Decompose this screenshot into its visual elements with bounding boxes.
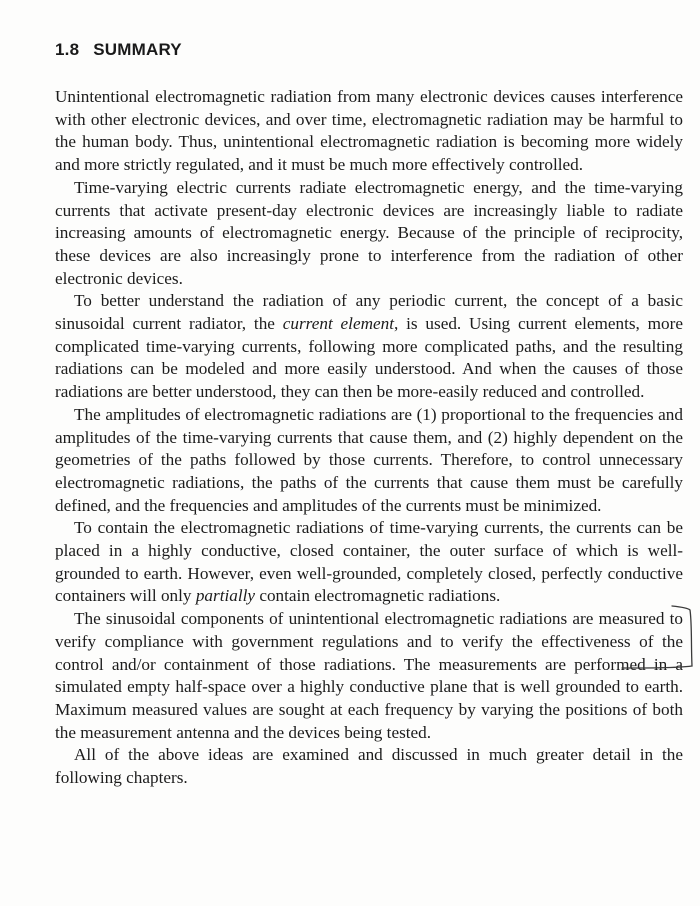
section-title: SUMMARY — [93, 40, 182, 59]
summary-body — [55, 86, 683, 790]
section-heading — [55, 40, 182, 60]
text-run: All of the above ideas are examined and discussed in much greater detail in the following chapters. — [55, 745, 683, 788]
section-number: 1.8 — [55, 40, 80, 59]
handwritten-bracket-mark — [620, 604, 696, 672]
italic-term: current element — [282, 314, 394, 334]
paragraph — [55, 744, 683, 789]
paragraph — [55, 177, 683, 291]
text-run: The sinusoidal components of unintentional electromagnetic radiations are measured to verify compliance with government regulations and to verify the effectiveness of the control and/or containment of those radiations. The measurements are performed in a simulated empty half-space over a highly conductive plane that is well grounded to earth. Maximum measured values are sought at each frequency by varying the positions of both the measurement antenna and the devices being tested. — [55, 609, 683, 742]
paragraph — [55, 608, 683, 744]
text-run: contain electromagnetic radiations. — [255, 586, 501, 606]
text-run: The amplitudes of electromagnetic radiations are (1) proportional to the frequencies and amplitudes of the time-varying currents that cause them, and (2) highly dependent on the geometries of the paths followed by those currents. Therefore, to control unnecessary electromagnetic radiations, the paths of the currents that cause them must be carefully defined, and the frequencies and amplitudes of the currents must be minimized. — [55, 404, 683, 515]
text-run: To contain the electromagnetic radiations of time-varying currents, the currents can be placed in a highly conductive, closed container, the outer surface of which is well-grounded to earth. However, even well-grounded, completely closed, perfectly conductive containers will only — [55, 518, 683, 606]
paragraph — [55, 86, 683, 177]
text-run: To better understand the radiation of any periodic current, the concept of a basic sinusoidal current radiator, the — [55, 291, 683, 334]
text-run: Time-varying electric currents radiate electromagnetic energy, and the time-varying currents that activate present-day electronic devices are increasingly liable to radiate increasing amounts of electromagnetic energy. Because of the principle of reciprocity, these devices are also increasingly prone to interference from the radiation of other electronic devices. — [55, 177, 683, 288]
paragraph — [55, 404, 683, 518]
text-run: , is used. Using current elements, more complicated time-varying currents, following more complicated paths, and the resulting radiations can be modeled and more easily understood. And when the causes of those radiations are better understood, they can then be more-easily reduced and controlled. — [55, 314, 683, 402]
paragraph — [55, 290, 683, 404]
text-run: Unintentional electromagnetic radiation from many electronic devices causes interference with other electronic devices, and over time, electromagnetic radiation may be harmful to the human body. Thus, unintentional electromagnetic radiation is becoming more widely and more strictly regulated, and it must be much more effectively controlled. — [55, 87, 683, 175]
paragraph — [55, 517, 683, 608]
italic-term: partially — [195, 586, 256, 606]
